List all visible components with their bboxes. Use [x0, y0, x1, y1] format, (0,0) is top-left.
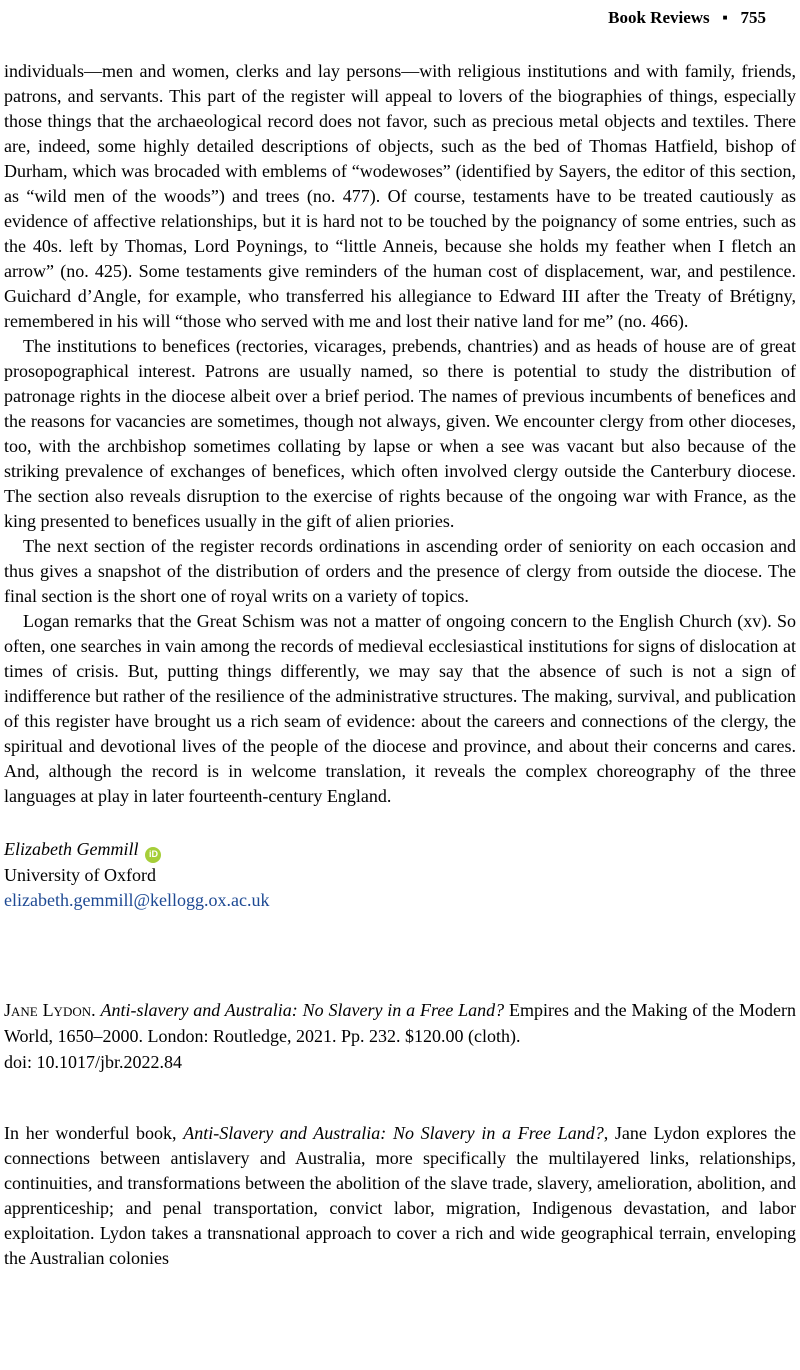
page-number: 755: [740, 8, 766, 27]
orcid-icon[interactable]: [145, 847, 161, 863]
running-head-title: Book Reviews: [608, 8, 710, 27]
citation-author: Jane Lydon.: [4, 999, 96, 1020]
citation-text: [4, 997, 796, 1049]
citation-doi: doi: 10.1017/jbr.2022.84: [4, 1051, 183, 1072]
reviewer-name-row: [4, 837, 796, 863]
citation-publication-info: Empires and the Making of the Modern World, 1650–2000. London: Routledge, 2021. Pp. 232. $120.00 (cloth).: [4, 999, 797, 1046]
page-body: [4, 59, 796, 1271]
review1-paragraph-2: The institutions to benefices (rectories, vicarages, prebends, chantries) and as heads of house are of great prosopographical interest. Patrons are usually named, so there is potential to study the distribution of patronage rights in the diocese albeit over a brief period. The names of previous incumbents of benefices and the reasons for vacancies are sometimes, though not always, given. We encounter clergy from other dioceses, too, with the archbishop sometimes collating by lapse or when a see was vacant but also because of the striking prevalence of exchanges of benefices, which often involved clergy outside the Canterbury diocese. The section also reveals disruption to the exercise of rights because of the ongoing war with France, as the king presented to benefices usually in the gift of alien priories.: [4, 336, 796, 531]
review2-paragraph-1: [4, 1121, 796, 1271]
review2-rest-text: , Jane Lydon explores the connections between antislavery and Australia, more specifically the multilayered links, relationships, continuities, and transformations between the abolition of the slave trade, slavery, amelioration, abolition, and apprenticeship; and penal transportation, convict labor, migration, Indigenous devastation, and labor exploitation. Lydon takes a transnational approach to cover a rich and wide geographical terrain, enveloping the Australian colonies: [4, 1122, 796, 1268]
citation-book-title: Anti-slavery and Australia: No Slavery in a Free Land?: [100, 999, 505, 1020]
review1-paragraph-1: individuals—men and women, clerks and lay persons—with religious institutions and with family, friends, patrons, and servants. This part of the register will appeal to lovers of the biographies of things, especially those things that the archaeological record does not favor, such as precious metal objects and textiles. There are, indeed, some highly detailed descriptions of objects, such as the bed of Thomas Hatfield, bishop of Durham, which was brocaded with emblems of “wodewoses” (identified by Sayers, the editor of this section, as “wild men of the woods”) and trees (no. 477). Of course, testaments have to be treated cautiously as evidence of affective relationships, but it is hard not to be touched by the poignancy of some entries, such as the 40s. left by Thomas, Lord Poynings, to “little Anneis, because she holds my feather when I fletch an arrow” (no. 425). Some testaments give reminders of the human cost of displacement, war, and pestilence. Guichard d’Angle, for example, who transferred his allegiance to Edward III after the Treaty of Brétigny, remembered in his will “those who served with me and lost their native land for me” (no. 466).: [4, 61, 796, 331]
orcid-icon-label: iD: [148, 849, 158, 859]
square-separator-icon: ■: [722, 13, 728, 22]
reviewer-affiliation: University of Oxford: [4, 864, 156, 885]
review1-paragraph-4: Logan remarks that the Great Schism was not a matter of ongoing concern to the English Church (xv). So often, one searches in vain among the records of medieval ecclesiastical institutions for signs of dislocation at times of crisis. But, putting things differently, we may say that the absence of such is not a sign of indifference but rather of the resilience of the administrative structures. The making, survival, and publication of this register have brought us a rich seam of evidence: about the careers and connections of the clergy, the spiritual and devotional lives of the people of the diocese and province, and about their concerns and cares. And, although the record is in welcome translation, it reveals the complex choreography of the three languages at play in later fourteenth-century England.: [4, 611, 796, 806]
reviewer-email-row: [4, 888, 796, 913]
reviewer-name: Elizabeth Gemmill: [4, 839, 139, 859]
review1-paragraph-3: The next section of the register records ordinations in ascending order of seniority on each occasion and thus gives a snapshot of the distribution of orders and the presence of clergy from outside the diocese. The final section is the short one of royal writs on a variety of topics.: [4, 536, 796, 606]
next-review-citation-block: [4, 997, 796, 1075]
review2-inline-book-title: Anti-Slavery and Australia: No Slavery in a Free Land?: [183, 1122, 604, 1143]
review2-intro-text: In her wonderful book,: [4, 1122, 184, 1143]
reviewer-email-link[interactable]: elizabeth.gemmill@kellogg.ox.ac.uk: [4, 889, 270, 910]
reviewer-signature-block: [4, 837, 796, 913]
running-head: [4, 8, 796, 28]
